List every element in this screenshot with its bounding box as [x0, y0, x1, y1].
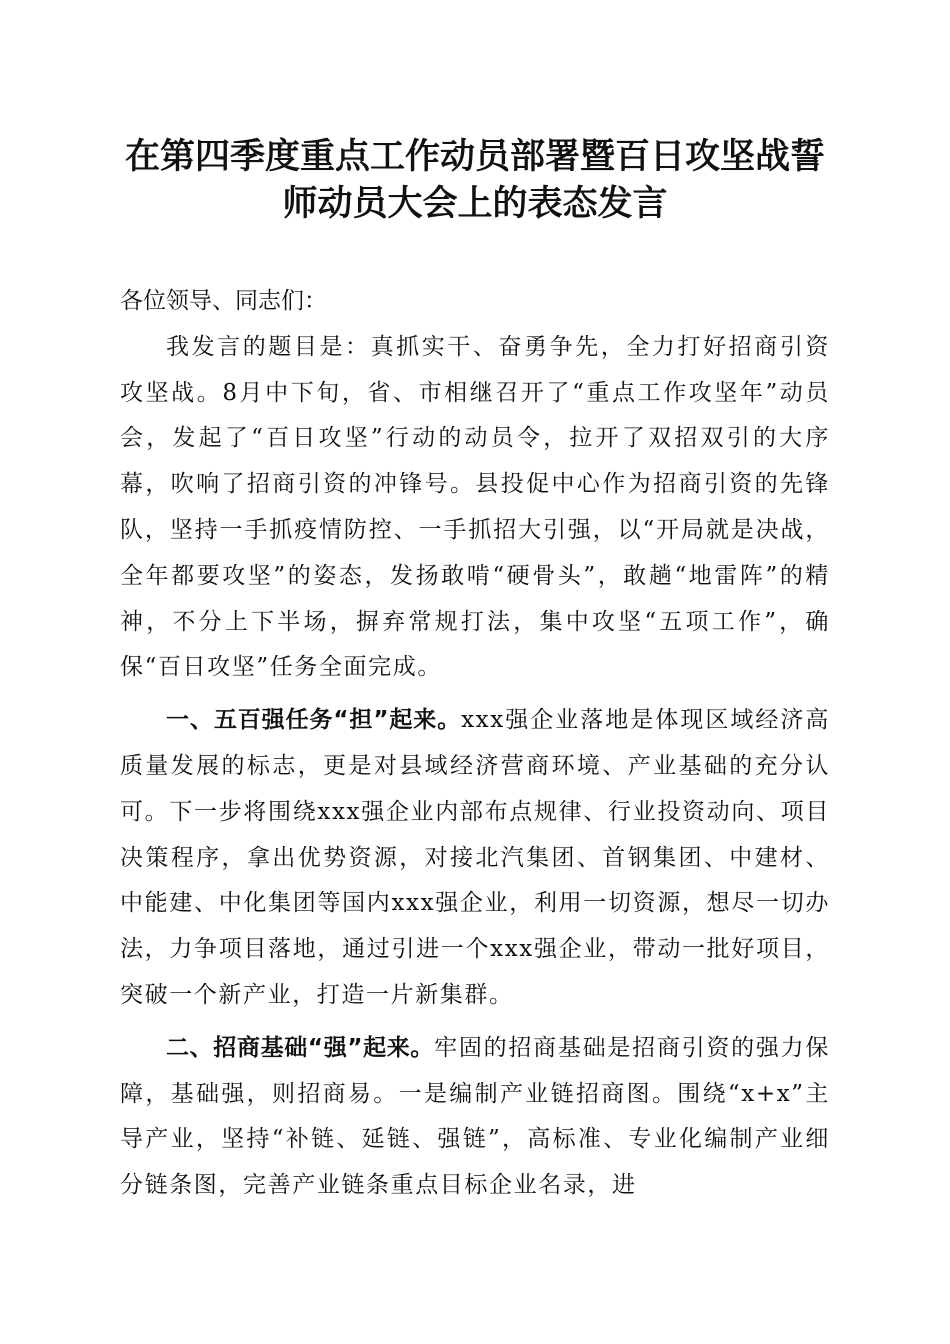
salutation: 各位领导、同志们： — [120, 288, 327, 314]
title-line-1: 在第四季度重点工作动员部署暨百日攻坚战誓 — [124, 136, 825, 177]
document-page — [120, 0, 830, 1209]
section-heading-2: 二、招商基础“强”起来。 — [166, 1034, 435, 1061]
section-paragraph-2 — [120, 1026, 830, 1209]
title-line-2: 师动员大会上的表态发言 — [282, 183, 668, 224]
intro-paragraph: 我发言的题目是：真抓实干、奋勇争先，全力打好招商引资攻坚战。8月中下旬，省、市相继召开了“重点工作攻坚年”动员会，发起了“百日攻坚”行动的动员令，拉开了双招双引的大序幕，吹响了招商引资的冲锋号。县投促中心作为招商引资的先锋队，坚持一手抓疫情防控、一手抓招大引强，以“开局就是决战，全年都要攻坚”的姿态，发扬敢啃“硬骨头”，敢趟“地雷阵”的精神，不分上下半场，摒弃常规打法，集中攻坚“五项工作”，确保“百日攻坚”任务全面完成。 — [120, 333, 830, 681]
section-paragraph-1 — [120, 698, 830, 1019]
document-title — [120, 0, 830, 227]
section-text-1: xxx强企业落地是体现区域经济高质量发展的标志，更是对县域经济营商环境、产业基础的充分认可。下一步将围绕xxx强企业内部布点规律、行业投资动向、项目决策程序，拿出优势资源，对接北汽集团、首钢集团、中建材、中能建、中化集团等国内xxx强企业，利用一切资源，想尽一切办法，力争项目落地，通过引进一个xxx强企业，带动一批好项目，突破一个新产业，打造一片新集群。 — [120, 707, 830, 1008]
section-heading-1: 一、五百强任务“担”起来。 — [166, 707, 462, 734]
section-text-2: 牢固的招商基础是招商引资的强力保障，基础强，则招商易。一是编制产业链招商图。围绕“x+x”主导产业，坚持“补链、延链、强链”，高标准、专业化编制产业细分链条图，完善产业链条重点目标企业名录，进 — [120, 1034, 831, 1199]
document-body — [120, 279, 830, 1209]
